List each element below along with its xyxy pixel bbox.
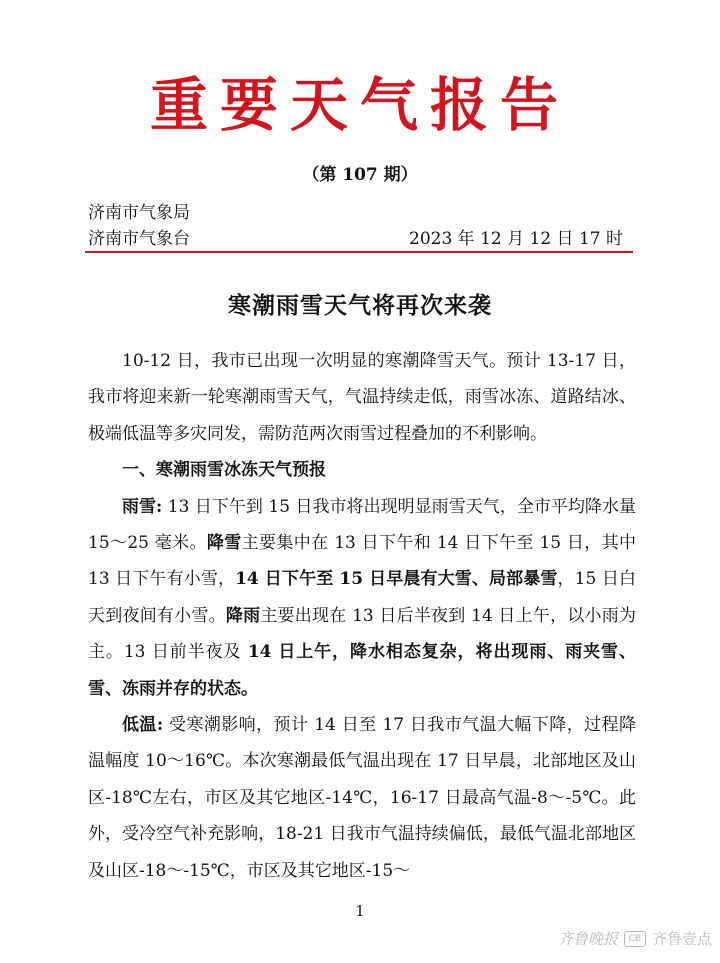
- rain-snow-label: 雨雪:: [122, 496, 163, 517]
- rain-snow-paragraph: [88, 489, 636, 707]
- issue-datetime: 2023 年 12 月 12 日 17 时: [409, 229, 623, 249]
- issuer-observatory: 济南市气象台: [88, 229, 190, 249]
- rain-snow-bold-4: 14 日上午，降水相态复杂，将出现雨、雨夹雪、雪、冻雨并存的状态。: [88, 642, 636, 699]
- low-temp-text: 受寒潮影响，预计 14 日至 17 日我市气温大幅下降，过程降温幅度 10～16℃。本次寒潮最低气温出现在 17 日早晨，北部地区及山区-18℃左右，市区及其它地区-14℃，16-17 日最高气温-8～-5℃。此外，受冷空气补充影响，18-21 日我市气温持续偏低，最低气温北部地区及山区-18～-15℃，市区及其它地区-15～: [88, 715, 636, 881]
- watermark: [558, 928, 712, 949]
- intro-paragraph: 10-12 日，我市已出现一次明显的寒潮降雪天气。预计 13-17 日，我市将迎来新一轮寒潮雨雪天气，气温持续走低，雨雪冰冻、道路结冰、极端低温等多灾同发，需防范两次雨雪过程叠加的不利影响。: [88, 351, 636, 444]
- rain-snow-bold-2: 14 日下午至 15 日早晨有大雪、局部暴雪: [235, 569, 558, 590]
- rain-snow-text-4: 主要出现在 13 日后半夜到 14 日上午，以小雨为主。13 日前半夜及: [88, 605, 637, 663]
- report-title: 重要天气报告: [149, 71, 570, 139]
- rain-snow-text-2: 主要集中在 13 日下午和 14 日下午至 15 日，其中 13 日下午有小雪，: [88, 533, 636, 590]
- low-temp-label: 低温:: [122, 715, 164, 736]
- red-divider: [85, 251, 633, 253]
- low-temp-paragraph: [88, 707, 636, 889]
- rain-snow-bold-1: 降雪: [206, 533, 242, 554]
- report-body: [88, 343, 636, 889]
- issue-number: （第 107 期）: [302, 165, 418, 185]
- watermark-brand: 齐鲁壹点: [651, 930, 712, 948]
- page-number: 1: [355, 902, 365, 920]
- rain-snow-bold-3: 降雨: [225, 605, 261, 626]
- rain-snow-text-3: ，15 日白天到夜间有小雪。: [88, 569, 636, 626]
- headline: 寒潮雨雪天气将再次来袭: [228, 292, 492, 319]
- watermark-logo-icon: CB: [624, 931, 646, 947]
- section-heading: 一、寒潮雨雪冰冻天气预报: [122, 460, 326, 481]
- watermark-script-brand: 齐鲁晚报: [557, 930, 618, 948]
- issuer-bureau: 济南市气象局: [88, 203, 190, 223]
- rain-snow-text-1: 13 日下午到 15 日我市将出现明显雨雪天气，全市平均降水量 15～25 毫米。: [88, 496, 636, 554]
